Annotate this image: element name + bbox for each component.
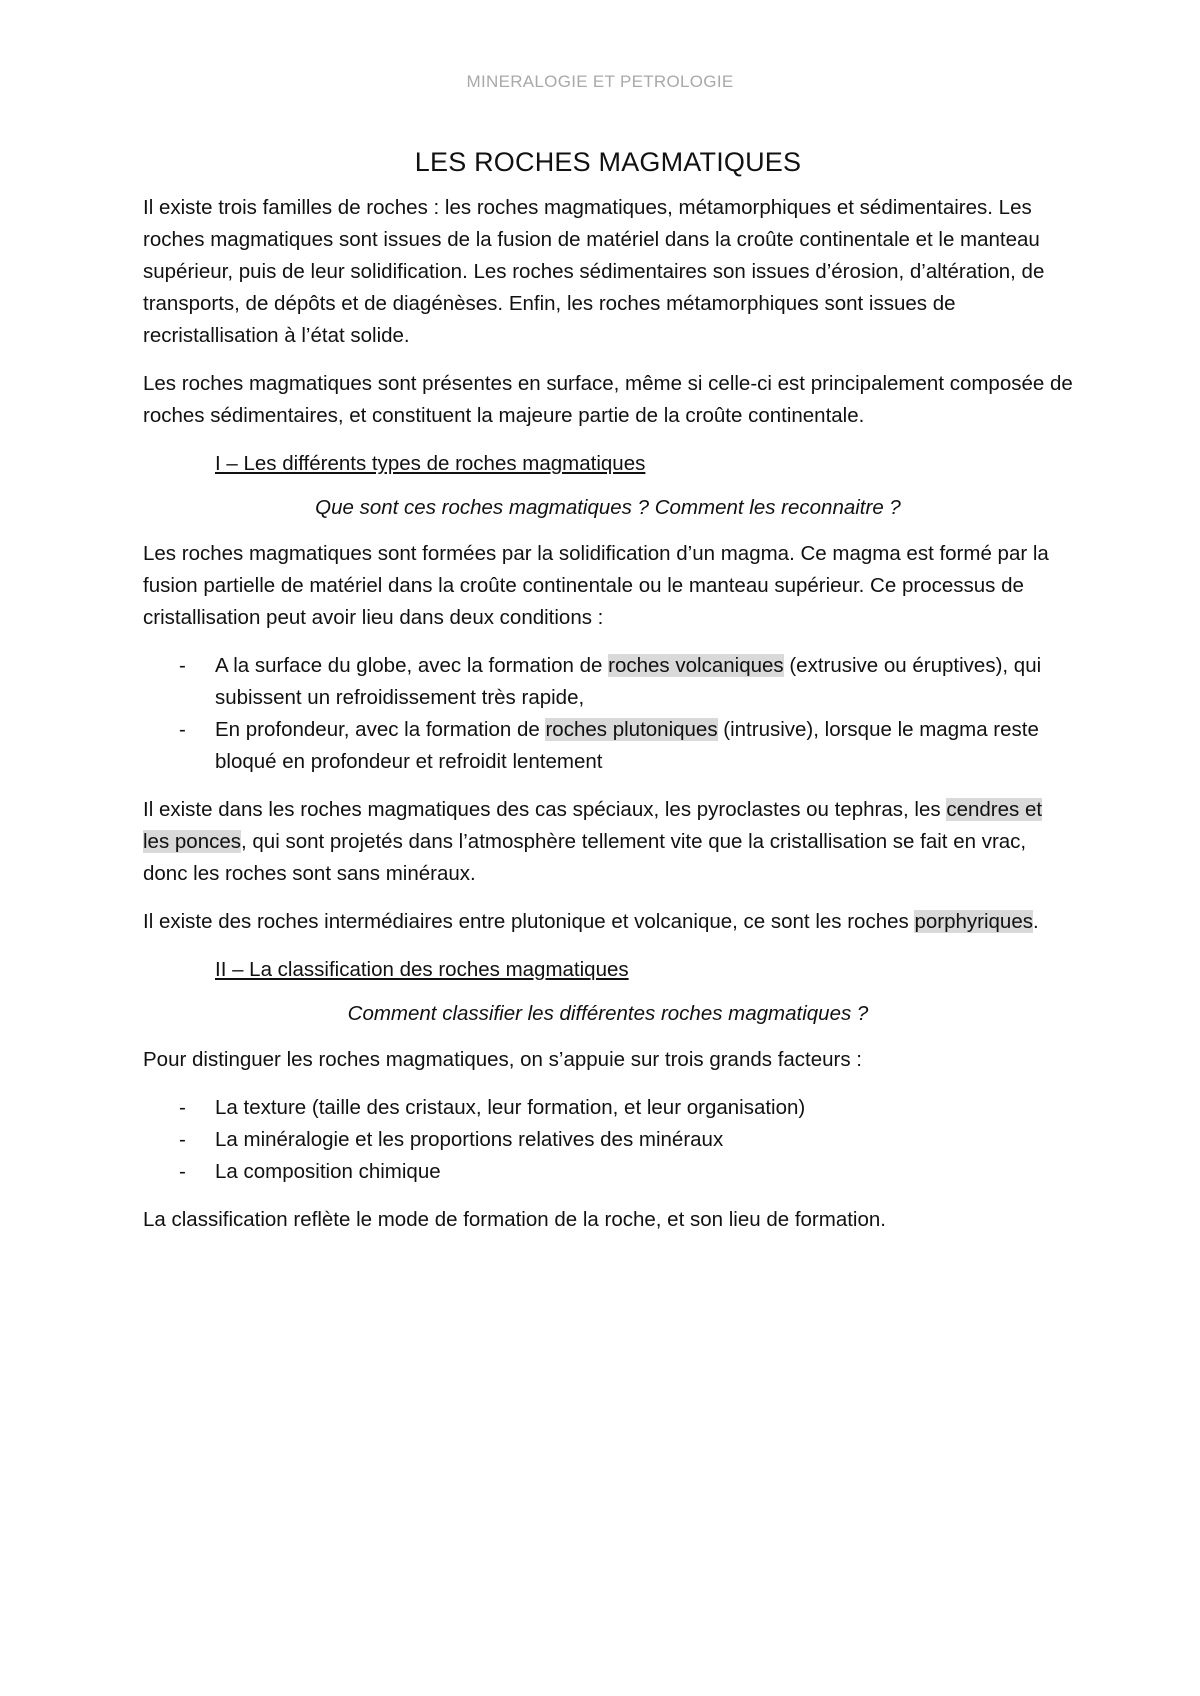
bullet-dash: - — [179, 1128, 186, 1151]
list-item: - A la surface du globe, avec la formation de roches volcaniques (extrusive ou éruptives), qui subissent un refroidissement très rapide, — [143, 650, 1073, 714]
page-header: MINERALOGIE ET PETROLOGIE — [466, 72, 734, 91]
section-1-question: Que sont ces roches magmatiques ? Comment les reconnaitre ? — [315, 496, 901, 519]
list-item: - La minéralogie et les proportions relatives des minéraux — [143, 1124, 1073, 1156]
list-item: - La texture (taille des cristaux, leur formation, et leur organisation) — [143, 1092, 1073, 1124]
highlighted-term: porphyriques — [914, 910, 1033, 933]
highlighted-term: roches plutoniques — [545, 718, 718, 741]
page-title: LES ROCHES MAGMATIQUES — [414, 147, 802, 177]
section-2-list — [143, 1092, 1073, 1188]
section-1-title: I – Les différents types de roches magmatiques — [215, 452, 646, 475]
list-item: - La composition chimique — [143, 1156, 1073, 1188]
list-item: - En profondeur, avec la formation de roches plutoniques (intrusive), lorsque le magma reste bloqué en profondeur et refroidit lentement — [143, 714, 1073, 778]
section-2-paragraph-2: La classification reflète le mode de formation de la roche, et son lieu de formation. — [143, 1208, 886, 1231]
bullet-dash: - — [179, 1160, 186, 1183]
section-1-list — [143, 650, 1073, 778]
bullet-dash: - — [179, 654, 186, 677]
bullet-dash: - — [179, 718, 186, 741]
section-1-paragraph-2: Il existe dans les roches magmatiques des cas spéciaux, les pyroclastes ou tephras, les cendres et les ponces, qui sont projetés dans l’atmosphère tellement vite que la cristallisation se fait en vrac, donc les roches sont sans minéraux. — [143, 798, 1043, 885]
section-2-title: II – La classification des roches magmatiques — [215, 958, 629, 981]
highlighted-term: roches volcaniques — [608, 654, 784, 677]
section-2-paragraph-1: Pour distinguer les roches magmatiques, on s’appuie sur trois grands facteurs : — [143, 1048, 863, 1071]
intro-paragraph-1: Il existe trois familles de roches : les roches magmatiques, métamorphiques et sédimentaires. Les roches magmatiques sont issues de la fusion de matériel dans la croûte continentale et le manteau supérieur, puis de leur solidification. Les roches sédimentaires son issues d’érosion, d’altération, de transports, de dépôts et de diagénèses. Enfin, les roches métamorphiques sont issues de recristallisation à l’état solide. — [143, 196, 1045, 347]
section-2-question: Comment classifier les différentes roches magmatiques ? — [347, 1002, 869, 1025]
highlighted-term: cendres et les ponces — [143, 798, 1043, 853]
section-1-paragraph-1: Les roches magmatiques sont formées par la solidification d’un magma. Ce magma est formé par la fusion partielle de matériel dans la croûte continentale ou le manteau supérieur. Ce processus de cristallisation peut avoir lieu dans deux conditions : — [143, 542, 1049, 629]
document-body — [143, 144, 1073, 1252]
section-1-paragraph-3: Il existe des roches intermédiaires entre plutonique et volcanique, ce sont les roches porphyriques. — [143, 910, 1039, 933]
intro-paragraph-2: Les roches magmatiques sont présentes en surface, même si celle-ci est principalement composée de roches sédimentaires, et constituent la majeure partie de la croûte continentale. — [143, 372, 1073, 427]
bullet-dash: - — [179, 1096, 186, 1119]
